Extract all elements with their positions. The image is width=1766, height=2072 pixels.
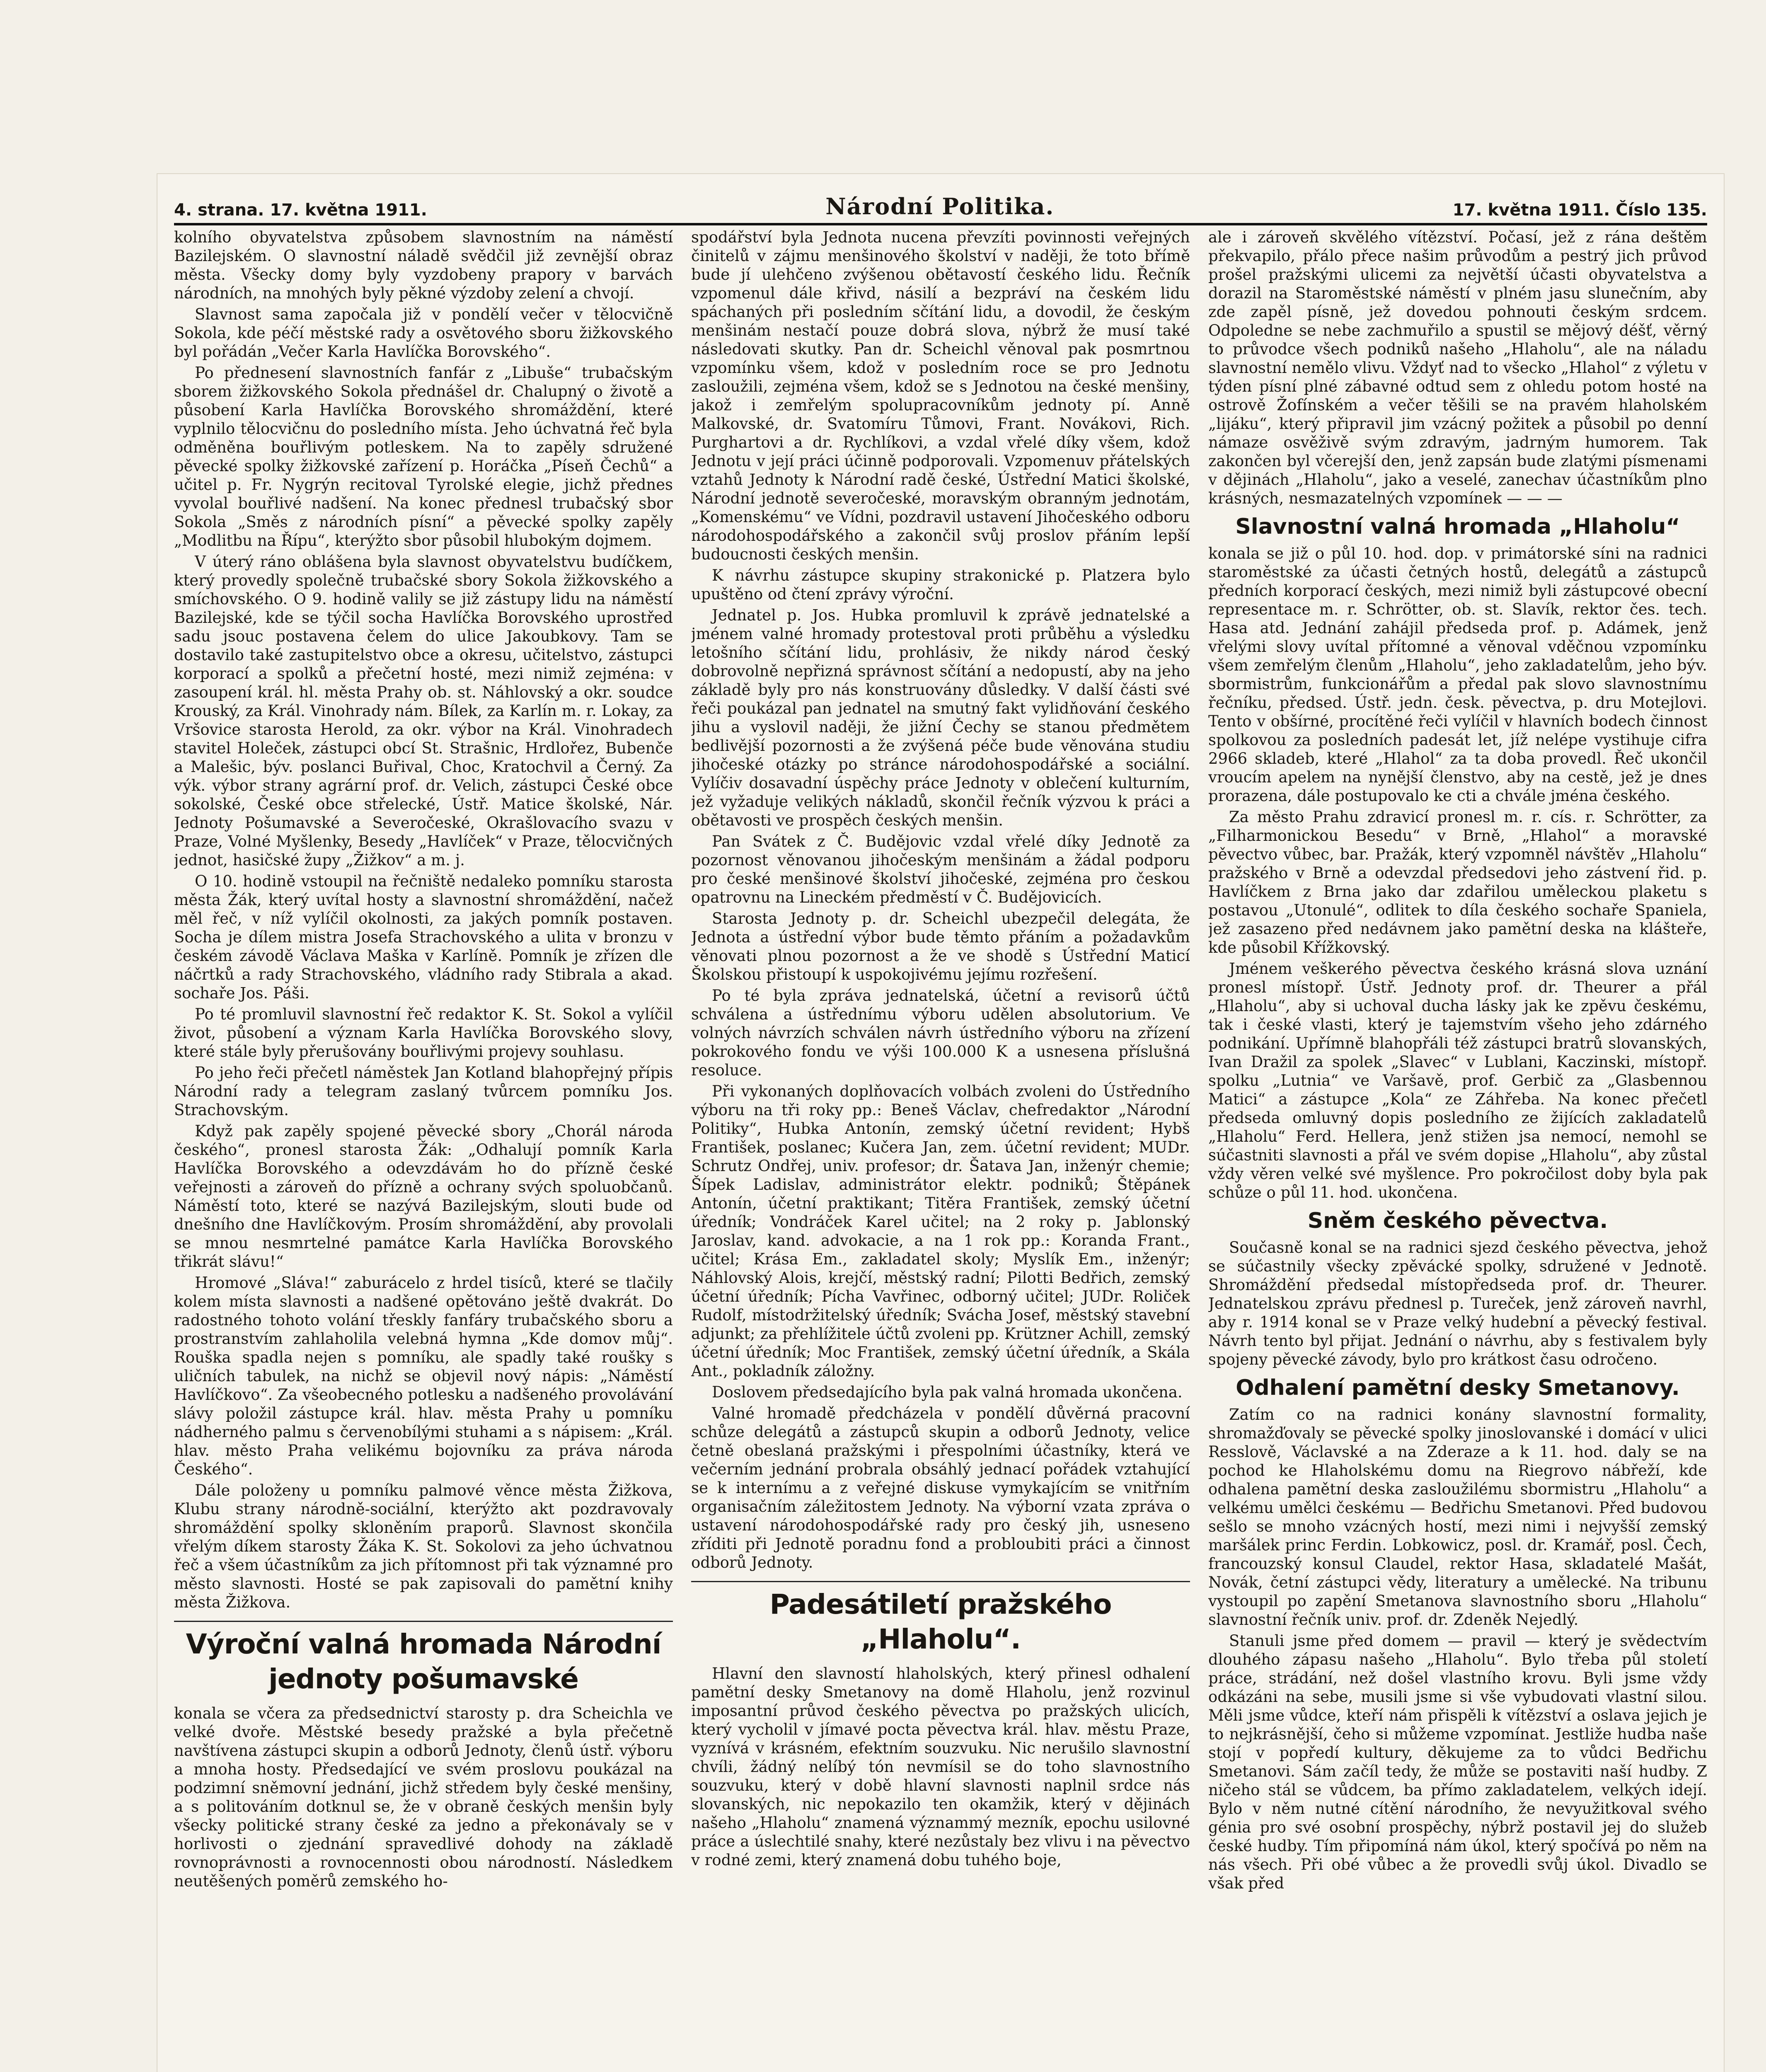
article-paragraph: Pan Svátek z Č. Budějovic vzdal vřelé díky Jednotě za pozornost věnovanou jihočeským menšinám a žádal podporu pro české menšinové školství jihočeské, zejména pro českou opatrovnu na Lineckém předměstí v Č. Budějovicích. (691, 833, 1190, 906)
article-paragraph: kolního obyvatelstva způsobem slavnostním na náměstí Bazilejském. O slavnostní náladě svědčil již zevnější obraz města. Všecky domy byly vyzdobeny prapory v barvách národních, na mnohých byly pěkné výzdoby zelení a chvojí. (174, 228, 673, 302)
article-paragraph: Když pak zapěly spojené pěvecké sbory „Chorál národa českého“, pronesl starosta Žák: „Odhalují pomník Karla Havlíčka Borovského a odevzdávám ho do přízně české veřejnosti a zároveň do přízně a ochrany svých spoluobčanů. Náměstí toto, které se nazývá Bazilejským, slouti bude od dnešního dne Havlíčkovým. Prosím shromáždění, aby provolali se mnou nesmrtelné památce Karla Havlíčka Borovského třikrát slávu!“ (174, 1122, 673, 1271)
article-paragraph: konala se včera za předsednictví starosty p. dra Scheichla ve velké dvoře. Městské besedy pražské a byla přečetně navštívena zástupci skupin a odborů Jednoty, členů ústř. výboru a mnoha hosty. Předsedající ve svém proslovu poukázal na podzimní sněmovní jednání, jichž středem byly české menšiny, a s politováním dotknul se, že v obraně českých menšin byly všecky politické strany české za jedno a překonávaly se v horlivosti o zjednání spravedlivé dohody na základě rovnoprávnosti a rovnocennosti obou národností. Následkem neutěšených poměrů zemského ho- (174, 1704, 673, 1890)
subheadline-smetana-plaque: Odhalení pamětní desky Smetanovy. (1236, 1375, 1680, 1400)
article-paragraph: Starosta Jednoty p. dr. Scheichl ubezpečil delegáta, že Jednota a ústřední výbor bude těmto přáním a požadavkům věnovati plnou pozornost a že ve shodě s Ústřední Maticí Školskou přistoupí k uspokojivému jejímu rozřešení. (691, 910, 1190, 983)
article-paragraph: Jednatel p. Jos. Hubka promluvil k zprávě jednatelské a jménem valné hromady protestoval proti průběhu a výsledku letošního sčítání lidu, prohlásiv, že nikdy národ český dobrovolně nepřizná správnost sčítání a nedopustí, aby na jeho základě byly pro nás konstruovány důsledky. V další části své řeči poukázal pan jednatel na smutný fakt vylidňování českého jihu a vyslovil naději, že jižní Čechy se stanou předmětem bedlivější pozornosti a že zvýšená péče bude věnována studiu jihočeské otázky po stránce národohospodářské a sociální. Vylíčiv dosavadní úspěchy práce Jednoty v oblečení kulturním, jež vyžaduje velikých nákladů, skončil řečník výzvou k práci a obětavosti ve prospěch českých menšin. (691, 606, 1190, 829)
article-paragraph: konala se již o půl 10. hod. dop. v primátorské síni na radnici staroměstské za účasti četných hostů, delegátů a zástupců předních korporací českých, mezi nimiž byli zástupcové obecní representace m. r. Schrötter, ob. st. Slavík, rektor čes. tech. Hasa atd. Jednání zahájil předseda prof. p. Adámek, jenž vřelými slovy uvítal přítomné a věnoval vděčnou vzpomínku všem zemřelým členům „Hlaholu“, jeho zakladatelům, jeho býv. sbormistrům, funkcionářům a předal pak slovo slavnostnímu řečníku, předsed. Ústř. jedn. česk. pěvectva, p. dru Motejlovi. Tento v obšírné, procítěné řeči vylíčil v hlavních bodech činnost spolkovou za posledních padesát let, jíž nelépe vystihuje cifra 2966 skladeb, které „Hlahol“ za ta doba provedl. Řeč ukončil vroucím apelem na nynější členstvo, aby na cestě, jež je dnes prorazena, dále postupovalo ke cti a chvále jména českého. (1208, 545, 1707, 805)
article-paragraph: Po té byla zpráva jednatelská, účetní a revisorů účtů schválena a ústřednímu výboru udělen absolutorium. Ve volných návrzích schválen návrh ústředního výboru na zřízení pokrokového fondu ve výši 100.000 K a usnesena příslušná resoluce. (691, 987, 1190, 1079)
article-paragraph: Jménem veškerého pěvectva českého krásná slova uznání pronesl místopř. Ústř. Jednoty prof. dr. Theurer a přál „Hlaholu“, aby si uchoval ducha lásky jak ke zpěvu českému, tak i české vlasti, který je tajemstvím všeho jeho zdárného podnikání. Upřímně blahopřáli též zástupci bratrů slovanských, Ivan Dražil za spolek „Slavec“ v Lublani, Kaczinski, místopř. spolku „Lutnia“ ve Varšavě, prof. Gerbič za „Glasbennou Matici“ a zástupce „Kola“ ze Záhřeba. Na konec přečetl předseda omluvný dopis posledního ze žijících zakladatelů „Hlaholu“ Ferd. Hellera, jenž stižen jsa nemocí, nemohl se súčastniti slavnosti a přál ve svém dopise „Hlaholu“, aby zůstal vždy věren velké své myšlence. Pro pokročilost doby byla pak schůze o půl 11. hod. ukončena. (1208, 960, 1707, 1201)
header-right: 17. května 1911. Číslo 135. (1452, 201, 1707, 220)
article-paragraph: Valné hromadě předcházela v pondělí důvěrná pracovní schůze delegátů a zástupců skupin a odborů Jednoty, velice četně obeslaná pražskými i přespolními účastníky, která ve večerním jednání probrala obsáhlý jednací pořádek vztahující se k internímu a z veřejné diskuse vymykajícím se vnitřním organisačním záležitostem Jednoty. Na výborní vzata zpráva o ustavení národohospodářské rady pro český jih, usneseno zříditi při Jednotě poradnu fond a probloubiti práci a činnost odborů Jednoty. (691, 1404, 1190, 1571)
article-paragraph: Dále položeny u pomníku palmové věnce města Žižkova, Klubu strany národně-sociální, kterýžto akt pozdravovaly shromáždění spolky skloněním praporů. Slavnost skončila vřelým díkem starosty Žáka K. St. Sokolovi za jeho úchvatnou řeč a všem účastníkům za jich přítomnost při tak významné pro město slavnosti. Hosté se pak zapisovali do pamětní knihy města Žižkova. (174, 1481, 673, 1611)
headline-narodni-jednota: Výroční valná hromada Národní jednoty pošumavské (174, 1621, 673, 1697)
article-paragraph: Při vykonaných doplňovacích volbách zvoleni do Ústředního výboru na tři roky pp.: Beneš Václav, chefredaktor „Národní Politiky“, Hubka Antonín, zemský účetní revident; Hybš František, poslanec; Kučera Jan, zem. účetní revident; MUDr. Schrutz Ondřej, univ. profesor; dr. Šatava Jan, inženýr chemie; Šípek Ladislav, administrátor elektr. podniků; Štěpánek Antonín, účetní praktikant; Titěra František, zemský účetní úředník; Vondráček Karel učitel; na 2 roky p. Jablonský Jaroslav, kand. advokacie, a na 1 rok pp.: Koranda Frant., učitel; Krása Em., zakladatel skoly; Myslík Em., inženýr; Náhlovský Alois, krejčí, městský radní; Pilotti Bedřich, zemský účetní úředník; Pícha Vavřinec, odborný učitel; JUDr. Roliček Rudolf, místodržitelský úředník; Svácha Josef, městský stavební adjunkt; za přehlížitele účtů zvoleni pp. Krützner Achill, zemský účetní úředník; Moc František, zemský účetní úředník, a Skála Ant., pokladník záložny. (691, 1082, 1190, 1380)
page-header (174, 186, 1707, 225)
article-paragraph: Stanuli jsme před domem — pravil — který je svědectvím dlouhého zápasu našeho „Hlaholu“. Bylo třeba půl století práce, strádání, než došel vlastního krovu. Byli jsme vždy odkázáni na sebe, musili jsme si vše vybudovati vlastní silou. Měli jsme vůdce, kteří nám přispěli k vítězství a oslava jejich je to nejkrásnější, čeho si můžeme vzpomínat. Jestliže hudba naše stojí v popředí kultury, děkujeme za to vůdci Bedřichu Smetanovi. Sám začíl tedy, že může se postaviti naší hudby. Z ničeho stál se vůdcem, ba přímo zakladatelem, velkých idejí. Bylo v něm nutné cítění národního, že nevyužitkoval svého génia pro své osobní prospěchy, nýbrž postavil jej do služeb české hudby. Tím připomíná nám úkol, který spočívá po něm na nás všech. Při obé vůbec a že provedli svůj úkol. Divadlo se však před (1208, 1632, 1707, 1892)
article-paragraph: Hromové „Sláva!“ zaburácelo z hrdel tisíců, které se tlačily kolem místa slavnosti a nadšené opětováno ještě dvakrát. Do radostného tohoto volání třeskly fanfáry trubačského sboru a prostranstvím zahlaholila velebná hymna „Kde domov můj“. Rouška spadla nejen s pomníku, ale spadly také roušky s uličních tabulek, na nichž se objevil nový nápis: „Náměstí Havlíčkovo“. Za všeobecného potlesku a nadšeného provolávání slávy položil zástupce král. hlav. města Prahy u pomníku nádherného palmu s červenobílými stuhami a s nápisem: „Král. hlav. město Praha velikému bojovníku za práva národa Českého“. (174, 1274, 673, 1478)
article-paragraph: V úterý ráno oblášena byla slavnost obyvatelstvu budíčkem, který provedly společně trubačské sbory Sokola žižkovského a smíchovského. O 9. hodině valily se již zástupy lidu na náměstí Bazilejské, kde se týčil socha Havlíčka Borovského uprostřed sadu jsouc postavena čelem do ulice Jakoubkovy. Tam se dostavilo také zastupitelstvo obce a okresu, učitelstvo, zástupci korporací a spolků a přečetní hosté, mezi nimiž zejména: v zasoupení král. hl. města Prahy ob. st. Náhlovský a okr. soudce Krouský, za Král. Vinohrady nám. Bílek, za Karlín m. r. Lokay, za Vršovice starosta Herold, za okr. výbor na Král. Vinohradech stavitel Holeček, zástupci obcí St. Strašnic, Hrdlořez, Bubenče a Malešic, býv. poslanci Buřival, Choc, Kratochvil a Černý. Za výk. výbor strany agrární prof. dr. Velich, zástupci České obce sokolské, České obce střelecké, Ústř. Matice školské, Nár. Jednoty Pošumavské a Severočeské, Okrašlovacího svazu v Praze, Volné Myšlenky, Besedy „Havlíček“ v Praze, tělocvičných jednot, hasičské župy „Žižkov“ a m. j. (174, 553, 673, 869)
article-paragraph: ale i zároveň skvělého vítězství. Počasí, jež z rána deštěm překvapilo, přálo přece našim průvodům a pestrý jich průvod prošel pražskými ulicemi za největší účasti obyvatelstva a dorazil na Staroměstské náměstí v plném jasu slunečním, aby zde zapěl písně, jež dovedou pohnouti českým srdcem. Odpoledne se nebe zachmuřilo a spustil se mějový déšť, věrný to průvodce všech podniků našeho „Hlaholu“, ale na náladu slavnostní nemělo vlivu. Vždyť nad to všecko „Hlahol“ z výletu v týden písní plné zábavné odtud sem z ohledu potom hosté na ostrově Žofínském a večer těšili se na pravém hlaholském „lijáku“, který připravil jim vzácný požitek a působil po denní námaze osvěživě svým zdravým, jadrným humorem. Tak zakončen byl včerejší den, jenž zapsán bude zlatými písmenami v dějinách „Hlaholu“, jako a veselé, zanechav účastníkům plno krásných, nesmazatelných vzpomínek — — — (1208, 228, 1707, 507)
column-1 (174, 228, 673, 2072)
article-paragraph: K návrhu zástupce skupiny strakonické p. Platzera bylo upuštěno od čtení zprávy výroční. (691, 566, 1190, 603)
article-paragraph: Hlavní den slavností hlaholských, který přinesl odhalení pamětní desky Smetanovy na domě Hlaholu, jenž rozvinul imposantní průvod českého pěvectva po pražských ulicích, který vycholil v jímavé pocta pěvectva král. hlav. městu Praze, vyznívá v krásném, efektním souzvuku. Nic nerušilo slavnostní chvíli, žádný nelíbý tón nevmísil se do toho slavnostního souzvuku, který v době hlavní slavnosti naplnil srdce nás slovanských, nic nepokazilo ten okamžik, který v dějinách našeho „Hlaholu“ znamená význammý mezník, epochu usilovné práce a úslechtilé snahy, které nezůstaly bez vlivu i na pěvectvo v rodné zemi, který znamená dobu tuhého boje, (691, 1665, 1190, 1869)
masthead-title: Národní Politika. (825, 193, 1055, 220)
article-paragraph: spodářství byla Jednota nucena převzíti povinnosti veřejných činitelů v zájmu menšinového školství v naději, že toto břímě bude jí ulehčeno zvýšenou obětavostí českého lidu. Řečník vzpomenul dále křivd, násilí a bezpráví na českém lidu spáchaných při posledním sčítání lidu, a dovodil, že českým menšinám nestačí pouze dobrá slova, nýbrž že musí také následovati skutky. Pan dr. Scheichl věnoval pak posmrtnou vzpomínku všem, kdož v posledním roce se pro Jednotu zasloužili, zejména všem, kdož se s Jednotou na české menšiny, jakož i zemřelým spolupracovníkům jednoty pí. Anně Malkovské, dr. Svatomíru Tůmovi, Frant. Novákovi, Rich. Purghartovi a dr. Rychlíkovi, a vzdal vřelé díky všem, kdož Jednotu v její práci účinně podporovali. Vzpomenuv přátelských vztahů Jednoty k Národní radě české, Ústřední Matici školské, Národní jednotě severočeské, moravským obranným jednotám, „Komenskému“ ve Vídni, pozdravil ustavení Jihočeského odboru národohospodářského a zakončil svůj proslov přáním lepší budoucnosti českých menšin. (691, 228, 1190, 563)
article-paragraph: O 10. hodině vstoupil na řečniště nedaleko pomníku starosta města Žák, který uvítal hosty a slavnostní shromáždění, načež měl řeč, v níž vylíčil okolnosti, za jakých pomník postaven. Socha je dílem mistra Josefa Strachovského a ulita v bronzu v českém závodě Václava Maška v Karlíně. Pomník je zřízen dle náčrtků a rady Strachovského, vládního rady Stibrala a akad. sochaře Jos. Páši. (174, 872, 673, 1002)
article-paragraph: Slavnost sama započala již v pondělí večer v tělocvičně Sokola, kde péčí městské rady a osvětového sboru žižkovského byl pořádán „Večer Karla Havlíčka Borovského“. (174, 305, 673, 361)
article-paragraph: Za město Prahu zdravicí pronesl m. r. cís. r. Schrötter, za „Filharmonickou Besedu“ v Brně, „Hlahol“ a moravské pěvectvo vůbec, bar. Pražák, který vzpomněl návštěv „Hlaholu“ pražského v Brně a odevzdal předsedovi jeho zástvení řid. p. Havlíčkem z Brna jako dar zdařilou uměleckou plaketu s postavou „Utonulé“, odlitek to díla českého sochaře Spaniela, jež zasazeno před nedávnem jako pamětní deska na klášteře, kde působil Křížkovský. (1208, 808, 1707, 956)
column-3 (1208, 228, 1707, 2072)
article-paragraph: Současně konal se na radnici sjezd českého pěvectva, jehož se súčastnily všecky zpěvácké spolky, sdružené v Jednotě. Shromáždění předsedal místopředseda prof. dr. Theurer. Jednatelskou zprávu přednesl p. Tureček, jenž zároveň navrhl, aby r. 1914 konal se v Praze velký hudební a pěvecký festival. Návrh tento byl přijat. Jednání o návrhu, aby s festivalem byly spojeny pěvecké závody, bylo pro krátkost času odročeno. (1208, 1239, 1707, 1368)
article-paragraph: Po jeho řeči přečetl náměstek Jan Kotland blahopřejný přípis Národní rady a telegram zaslaný tvůrcem pomníku Jos. Strachovským. (174, 1064, 673, 1119)
subheadline-singers-congress: Sněm českého pěvectva. (1307, 1208, 1608, 1233)
article-columns (174, 228, 1707, 2072)
subheadline-hlahol-meeting: Slavnostní valná hromada „Hlaholu“ (1235, 514, 1680, 539)
article-paragraph: Zatím co na radnici konány slavnostní formality, shromažďovaly se pěvecké spolky jinoslovanské i domácí v ulici Resslově, Václavské a na Zderaze a k 11. hod. daly se na pochod ke Hlaholskému domu na Riegrovo nábřeží, kde odhalena pamětní deska zasloužilému sbormistru „Hlaholu“ a velkému umělci českému — Bedřichu Smetanovi. Před budovou sešlo se mnoho vzácných hostí, mezi nimi i nejvyšší zemský maršálek princ Ferdin. Lobkowicz, posl. dr. Kramář, posl. Čech, francouzský konsul Claudel, rektor Hasa, skladatelé Mašát, Novák, četní zástupci vědy, literatury a umělecké. Na tribunu vystoupil po zapění Smetanova slavnostního sboru „Hlaholu“ slavnostní řečník univ. prof. dr. Zdeněk Nejedlý. (1208, 1406, 1707, 1629)
headline-hlahol-jubilee: Padesátiletí pražského „Hlaholu“. (691, 1581, 1190, 1657)
column-2 (691, 228, 1190, 2072)
newspaper-page (157, 174, 1724, 2072)
article-paragraph: Doslovem předsedajícího byla pak valná hromada ukončena. (712, 1383, 1183, 1401)
header-left: 4. strana. 17. května 1911. (174, 201, 427, 220)
article-paragraph: Po přednesení slavnostních fanfár z „Libuše“ trubačským sborem žižkovského Sokola přednášel dr. Chalupný o životě a působení Karla Havlíčka Borovského shromáždění, které vyplnilo tělocvičnu do posledního místa. Jeho úchvatná řeč byla odměněna bouřlivým potleskem. Na to zapěly sdružené pěvecké spolky žižkovské zařízení p. Horáčka „Píseň Čechů“ a učitel p. Fr. Nygrýn recitoval Tyrolské elegie, jichž přednes vyvolal bouřlivé nadšení. Na konec přednesl trubačský sbor Sokola „Směs z národních písní“ a pěvecké spolky zapěly „Modlitbu na Řípu“, kterýžto sbor působil hlubokým dojmem. (174, 364, 673, 549)
article-paragraph: Po té promluvil slavnostní řeč redaktor K. St. Sokol a vylíčil život, působení a význam Karla Havlíčka Borovského slovy, které stále byly přerušovány bouřlivými projevy souhlasu. (174, 1005, 673, 1060)
